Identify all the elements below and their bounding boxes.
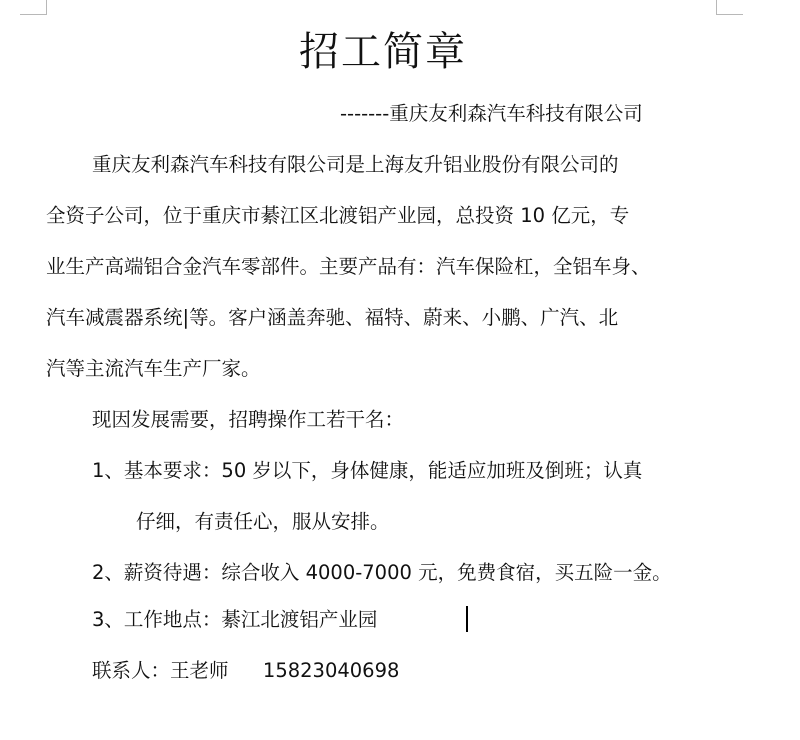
requirement-2: 2、薪资待遇：综合收入 4000-7000 元，免费食宿，买五险一金。 bbox=[92, 561, 672, 584]
intro-line-3: 业生产高端铝合金汽车零部件。主要产品有：汽车保险杠，全铝车身、 bbox=[46, 255, 651, 278]
requirement-3: 3、工作地点：綦江北渡铝产业园 bbox=[92, 608, 378, 631]
intro-line-5: 汽等主流汽车生产厂家。 bbox=[46, 357, 261, 380]
requirement-1-line-2: 仔细，有责任心，服从安排。 bbox=[136, 510, 390, 533]
page-corner-mark-left bbox=[20, 0, 47, 15]
requirement-1-line-1: 1、基本要求：50 岁以下，身体健康，能适应加班及倒班；认真 bbox=[92, 459, 643, 482]
company-signature-line: -------重庆友利森汽车科技有限公司 bbox=[340, 102, 643, 125]
text-cursor bbox=[466, 606, 468, 632]
page-corner-mark-right bbox=[716, 0, 743, 15]
hiring-statement: 现因发展需要，招聘操作工若干名： bbox=[92, 408, 405, 431]
intro-line-2: 全资子公司，位于重庆市綦江区北渡铝产业园，总投资 10 亿元，专 bbox=[46, 204, 630, 227]
contact-label: 联系人：王老师 bbox=[92, 659, 229, 682]
intro-line-1: 重庆友利森汽车科技有限公司是上海友升铝业股份有限公司的 bbox=[92, 153, 619, 176]
contact-line bbox=[92, 658, 399, 684]
intro-line-4: 汽车减震器系统|等。客户涵盖奔驰、福特、蔚来、小鹏、广汽、北 bbox=[46, 306, 619, 329]
contact-phone[interactable]: 15823040698 bbox=[262, 659, 400, 682]
document-title: 招工简章 bbox=[299, 29, 467, 75]
